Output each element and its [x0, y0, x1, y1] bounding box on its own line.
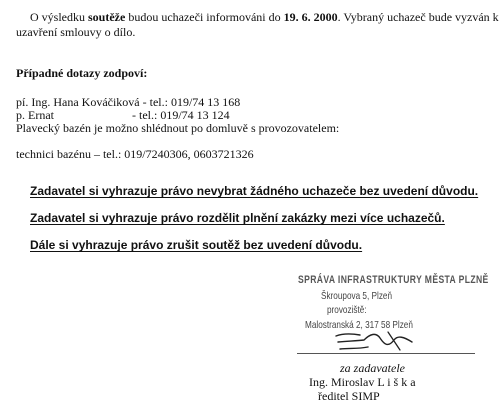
- intro-middle: budou uchazeči informováni do: [125, 10, 284, 24]
- contact-2-phone: - tel.: 019/74 13 124: [132, 108, 230, 122]
- stamp-operation-address: Malostranská 2, 317 58 Plzeň: [305, 319, 413, 331]
- intro-suffix: . Vybraný uchazeč bude vyzván k: [337, 10, 499, 24]
- intro-date: 19. 6. 2000: [283, 10, 338, 24]
- stamp-operation-label: provoziště:: [327, 304, 367, 316]
- intro-bold-word: soutěže: [88, 10, 126, 24]
- intro-line-1: [30, 10, 499, 24]
- signatory-name: Ing. Miroslav L i š k a: [309, 375, 416, 389]
- signatory-title: ředitel SIMP: [318, 389, 380, 403]
- signature-line: [297, 353, 475, 354]
- reservation-3: Dále si vyhrazuje právo zrušit soutěž bez uvedení důvodu.: [30, 238, 363, 252]
- signatory-role: za zadavatele: [340, 361, 405, 375]
- contact-1: pí. Ing. Hana Kováčiková - tel.: 019/74 13 168: [16, 95, 241, 109]
- reservation-1: Zadavatel si vyhrazuje právo nevybrat žádného uchazeče bez uvedení důvodu.: [30, 184, 479, 198]
- technicians-contact: technici bazénu – tel.: 019/7240306, 0603721326: [16, 147, 254, 161]
- stamp-organization: SPRÁVA INFRASTRUKTURY MĚSTA PLZNĚ: [298, 274, 489, 286]
- stamp-address: Škroupova 5, Plzeň: [321, 290, 393, 302]
- reservation-2: Zadavatel si vyhrazuje právo rozdělit plnění zakázky mezi více uchazečů.: [30, 211, 445, 225]
- pool-note: Plavecký bazén je možno shlédnout po domluvě s provozovatelem:: [16, 121, 340, 135]
- contact-2-name: p. Ernat: [16, 108, 54, 122]
- questions-heading: Případné dotazy zodpoví:: [16, 66, 148, 80]
- handwritten-signature: [330, 328, 420, 356]
- intro-prefix: O výsledku: [30, 10, 88, 24]
- intro-line-2: uzavření smlouvy o dílo.: [16, 25, 136, 39]
